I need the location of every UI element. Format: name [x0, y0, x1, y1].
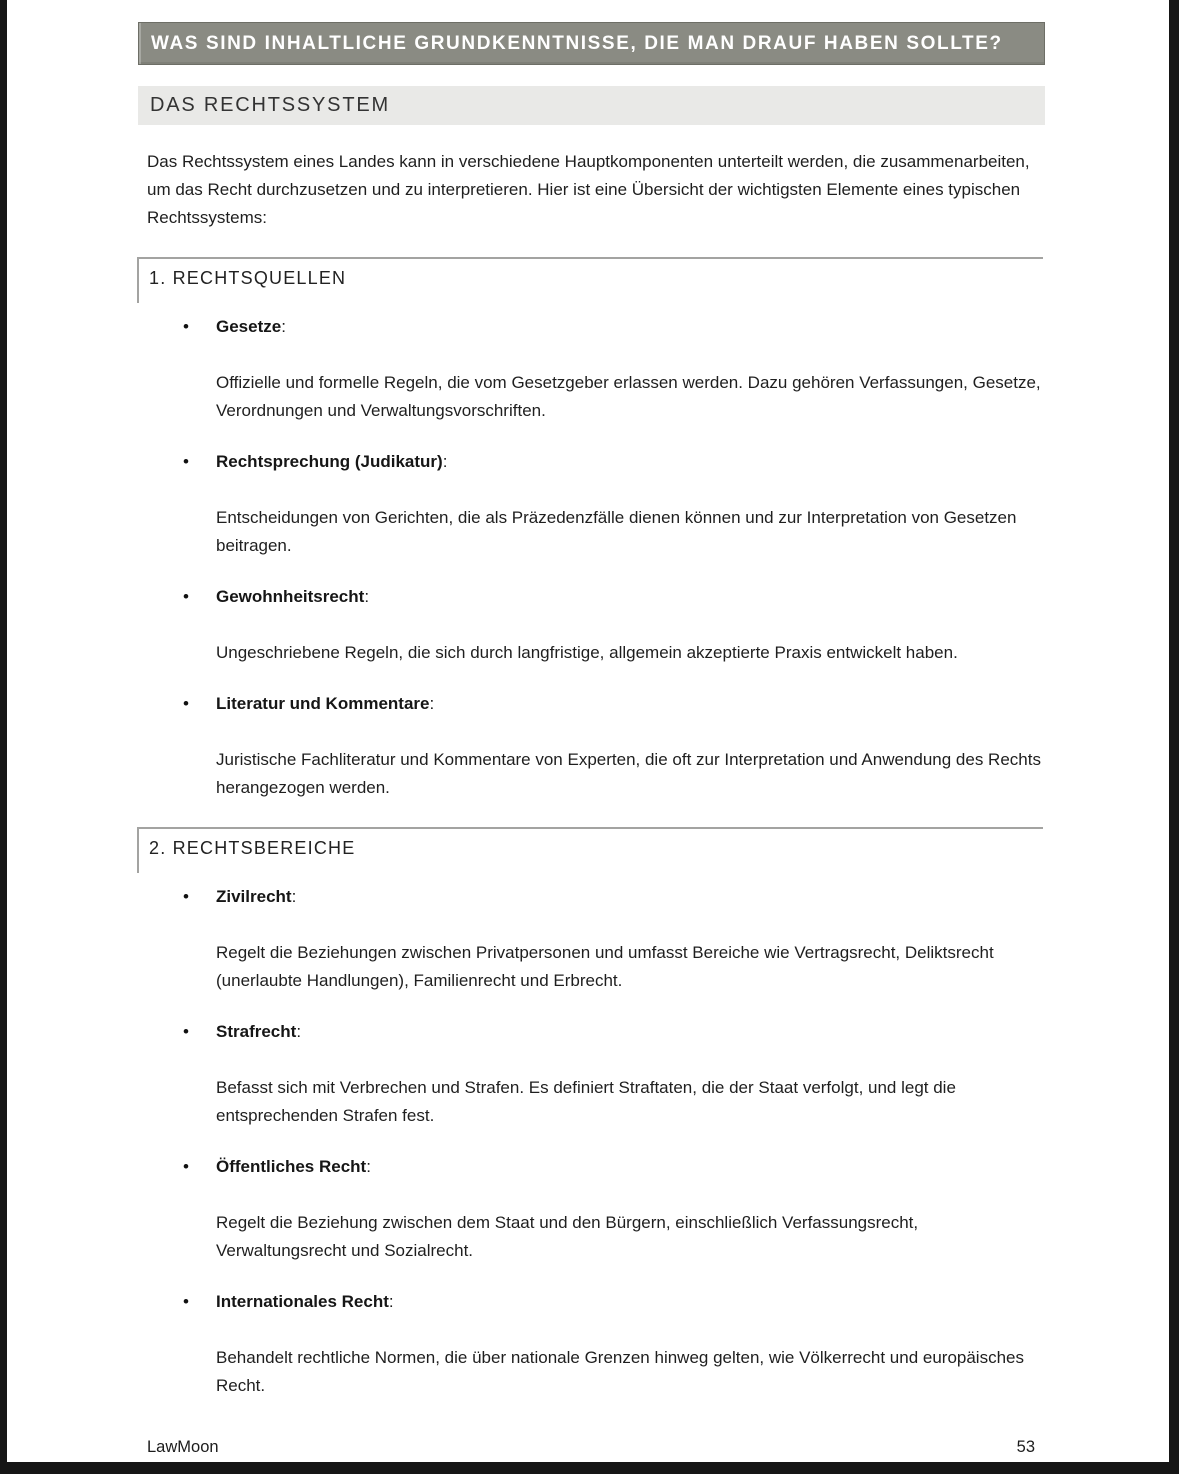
section-rechtsquellen: [147, 257, 1043, 802]
term-description: Regelt die Beziehung zwischen dem Staat und den Bürgern, einschließlich Verfassungsrecht, Verwaltungsrecht und Sozialrecht.: [216, 1213, 919, 1260]
list-item: [147, 585, 1043, 667]
term-colon: :: [388, 1292, 394, 1311]
section-heading: 2. RECHTSBEREICHE: [149, 838, 356, 858]
term-label: Zivilrecht: [216, 887, 292, 906]
term-line: [216, 1020, 1043, 1044]
section-title: DAS RECHTSSYSTEM: [150, 94, 390, 116]
list-item: [147, 885, 1043, 995]
term-colon: :: [281, 317, 286, 336]
term-label: Öffentliches Recht: [216, 1157, 367, 1176]
bullet-icon: •: [183, 1292, 189, 1311]
page-footer: [147, 1438, 1035, 1457]
list-item: [147, 1290, 1043, 1400]
term-colon: :: [366, 1157, 371, 1176]
term-description: Offizielle und formelle Regeln, die vom Gesetzgeber erlassen werden. Dazu gehören Verfassungen, Gesetze, Verordnungen und Verwaltungsvorschriften.: [216, 373, 1041, 420]
page-title-band: [138, 22, 1045, 65]
section-rechtsbereiche: [147, 827, 1043, 1400]
page-title: WAS SIND INHALTLICHE GRUNDKENNTNISSE, DIE MAN DRAUF HABEN SOLLTE?: [151, 33, 1003, 54]
term-line: [216, 692, 1043, 716]
term-line: [216, 315, 1043, 339]
term-label: Rechtsprechung (Judikatur): [216, 452, 443, 471]
term-description: Entscheidungen von Gerichten, die als Präzedenzfälle dienen können und zur Interpretation von Gesetzen beitragen.: [216, 508, 1017, 555]
term-label: Gewohnheitsrecht: [216, 587, 365, 606]
bullet-icon: •: [183, 317, 189, 336]
document-body: [147, 148, 1043, 1400]
term-colon: :: [442, 452, 448, 471]
term-label: Internationales Recht: [216, 1292, 389, 1311]
list-item: [147, 315, 1043, 425]
term-line: [216, 1155, 1043, 1179]
term-description: Befasst sich mit Verbrechen und Strafen. Es definiert Straftaten, die der Staat verfolgt, und legt die entsprechenden Strafen fest.: [216, 1078, 956, 1125]
list-item: [147, 1155, 1043, 1265]
bullet-list: [147, 315, 1043, 802]
bullet-icon: •: [183, 694, 189, 713]
footer-brand: LawMoon: [147, 1438, 219, 1456]
bullet-icon: •: [183, 587, 189, 606]
frame-edge-right: [1169, 0, 1179, 1474]
term-description: Regelt die Beziehungen zwischen Privatpersonen und umfasst Bereiche wie Vertragsrecht, Deliktsrecht (unerlaubte Handlungen), Familienrecht und Erbrecht.: [216, 943, 994, 990]
term-colon: :: [296, 1022, 302, 1041]
bullet-icon: •: [183, 452, 189, 471]
section-heading: 1. RECHTSQUELLEN: [149, 268, 347, 288]
bullet-icon: •: [183, 1022, 189, 1041]
term-colon: :: [291, 887, 297, 906]
section-heading-box: [137, 827, 1043, 873]
term-colon: :: [364, 587, 370, 606]
document-page: [7, 0, 1169, 1462]
section-title-band: [138, 86, 1045, 125]
list-item: [147, 1020, 1043, 1130]
section-heading-box: [137, 257, 1043, 303]
term-description: Behandelt rechtliche Normen, die über nationale Grenzen hinweg gelten, wie Völkerrecht und europäisches Recht.: [216, 1348, 1024, 1395]
frame-edge-left: [0, 0, 7, 1474]
frame-edge-bottom: [0, 1462, 1179, 1474]
term-label: Literatur und Kommentare: [216, 694, 430, 713]
bullet-icon: •: [183, 1157, 189, 1176]
term-line: [216, 1290, 1043, 1314]
bullet-icon: •: [183, 887, 189, 906]
intro-paragraph: Das Rechtssystem eines Landes kann in verschiedene Hauptkomponenten unterteilt werden, die zusammenarbeiten, um das Recht durchzusetzen und zu interpretieren. Hier ist eine Übersicht der wichtigsten Elemente eines typischen Rechtssystems:: [147, 152, 1030, 227]
term-label: Strafrecht: [216, 1022, 297, 1041]
bullet-list: [147, 885, 1043, 1400]
term-line: [216, 450, 1043, 474]
term-line: [216, 885, 1043, 909]
term-colon: :: [429, 694, 435, 713]
list-item: [147, 692, 1043, 802]
term-label: Gesetze: [216, 317, 282, 336]
term-line: [216, 585, 1043, 609]
term-description: Juristische Fachliteratur und Kommentare von Experten, die oft zur Interpretation und Anwendung des Rechts herangezogen werden.: [216, 750, 1041, 797]
footer-page-number: 53: [1016, 1438, 1035, 1456]
term-description: Ungeschriebene Regeln, die sich durch langfristige, allgemein akzeptierte Praxis entwickelt haben.: [216, 643, 958, 662]
list-item: [147, 450, 1043, 560]
